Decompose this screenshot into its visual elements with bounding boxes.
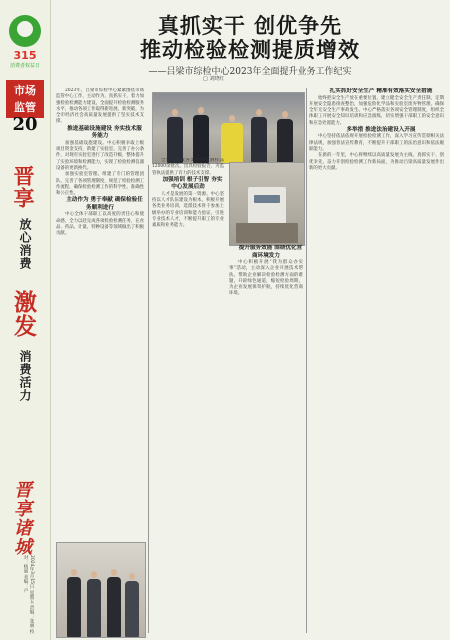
photo-instrument [229,162,305,246]
col1-heading-1: 推进基础设施建设 夯实技术服务能力 [67,125,142,140]
col4-heading-2: 多举措 推进法治建设入开展 [346,126,416,133]
column-divider [306,88,307,633]
headline-line-1: 真抓实干 创优争先 [157,13,343,38]
col4-paragraph-3: 在新的一年里，中心将继续以高质量发展为主线，真抓实干、创优争先，奋力开创检验检测工作新局面，为推动吕梁高质量发展作出新的更大贡献。 [309,153,444,171]
column-3 [229,245,303,632]
slogan-large-2: 激发 [10,290,37,338]
intro-paragraph: 2023年，吕梁市综检中心紧紧围绕市场监管中心工作，主动作为，真抓实干，着力加强检验检测能力建设，全面提升检验检测服务水平，推动各项工作取得新进展、新突破，为全市经济社会高质量发展提供了坚实技术支撑。 [56,88,144,125]
subtitle: ——吕梁市综检中心2023年全面提升业务工作纪实 [148,67,352,77]
slogan-small-2: 消费活力 [18,350,32,402]
page-number: 20 [12,114,38,135]
logo-number: 315 [13,49,37,62]
photo-lab-team [152,92,305,164]
section-label: 市场 监管 [6,80,44,118]
col2-paragraph-1: 全年共完成各类检验检测样品12000余批次，出具检验报告，为监管执法提供了有力的技术支撑。 [152,158,224,176]
masthead-meta: 2024年3月15日 星期五 责编：张丽 校对：杨丽 美编：卢 [23,555,34,634]
col4-paragraph-2: 中心坚持依法依规开展检验检测工作，深入学习宣传贯彻相关法律法规，加强普法宣传教育，不断提升干部职工的法治意识和依法履职能力。 [309,134,444,153]
logo-caption: 消费者权益日 [9,63,40,69]
photo-group [56,542,146,638]
headline-line-2: 推动检验检测提质增效 [140,37,360,62]
slogan-large-3: 晋享诸城 [11,480,32,556]
col2-paragraph-2: 人才是发展的第一资源。中心坚持以人才队伍建设为根本，积极开展各类业务培训，选派技术骨干参加上级举办的专业培训和能力验证，引进专业技术人才，不断提升职工的专业素质和业务能力。 [152,191,224,229]
sidebar [0,0,51,640]
col1-paragraph-3: 中心全体干部职工以高度的责任心和使命感，全力以赴完成各项检验检测任务，在食品、药品、计量、特种设备等领域做出了积极贡献。 [56,212,144,237]
headline [54,14,446,62]
col1-paragraph-2: 加强实验室管理。组建了专门的管理团队，完善了各项管理制度，规范了检验检测工作流程，确保检验检测工作的科学性、准确性和公正性。 [56,172,144,197]
slogan-large-1: 晋享 [11,165,36,209]
col3-heading-1: 提升服务效能 围绕优化营商环境发力 [238,245,303,259]
column-4 [309,88,444,632]
logo-icon [9,15,41,47]
col3-paragraph-1: 中心积极开展“我为群众办实事”活动，主动深入企业开展技术帮扶，帮助企业解决检验检测方面的难题，开辟绿色通道，缩短检验周期，为企业发展保驾护航，持续优化营商环境。 [229,260,303,297]
column-2 [152,158,224,632]
col1-heading-2: 主动作为 勇于奉献 确保检验任务顺利进行 [66,197,143,211]
col4-heading-1: 扎实抓好安全生产 精准有效落实安全措施 [329,88,433,94]
col1-paragraph-1: 加强基础设施建设。中心积极争取上级项目资金支持，新建了实验室、完善了办公条件，对现有实验室进行了改造升级，整体提升了实验环境和检测能力，实现了检验检测仪器设备的更新换代。 [56,140,144,171]
col4-paragraph-1: 始终把安全生产放在重要位置，建立健全安全生产责任制，定期开展安全隐患排查整治，加强危险化学品和实验室废弃物管理，确保全年无安全生产事故发生。中心严格落实各项安全管理制度，组织全体职工开展安全知识培训和应急演练，切实增强干部职工的安全意识和应急处置能力。 [309,95,444,126]
byline: □ 刘晓红 [203,76,225,82]
col2-heading-1: 加强培训 根子引智 夯实中心发展后劲 [162,176,223,191]
slogan-small-1: 放心消费 [18,218,32,270]
column-divider [148,165,149,633]
